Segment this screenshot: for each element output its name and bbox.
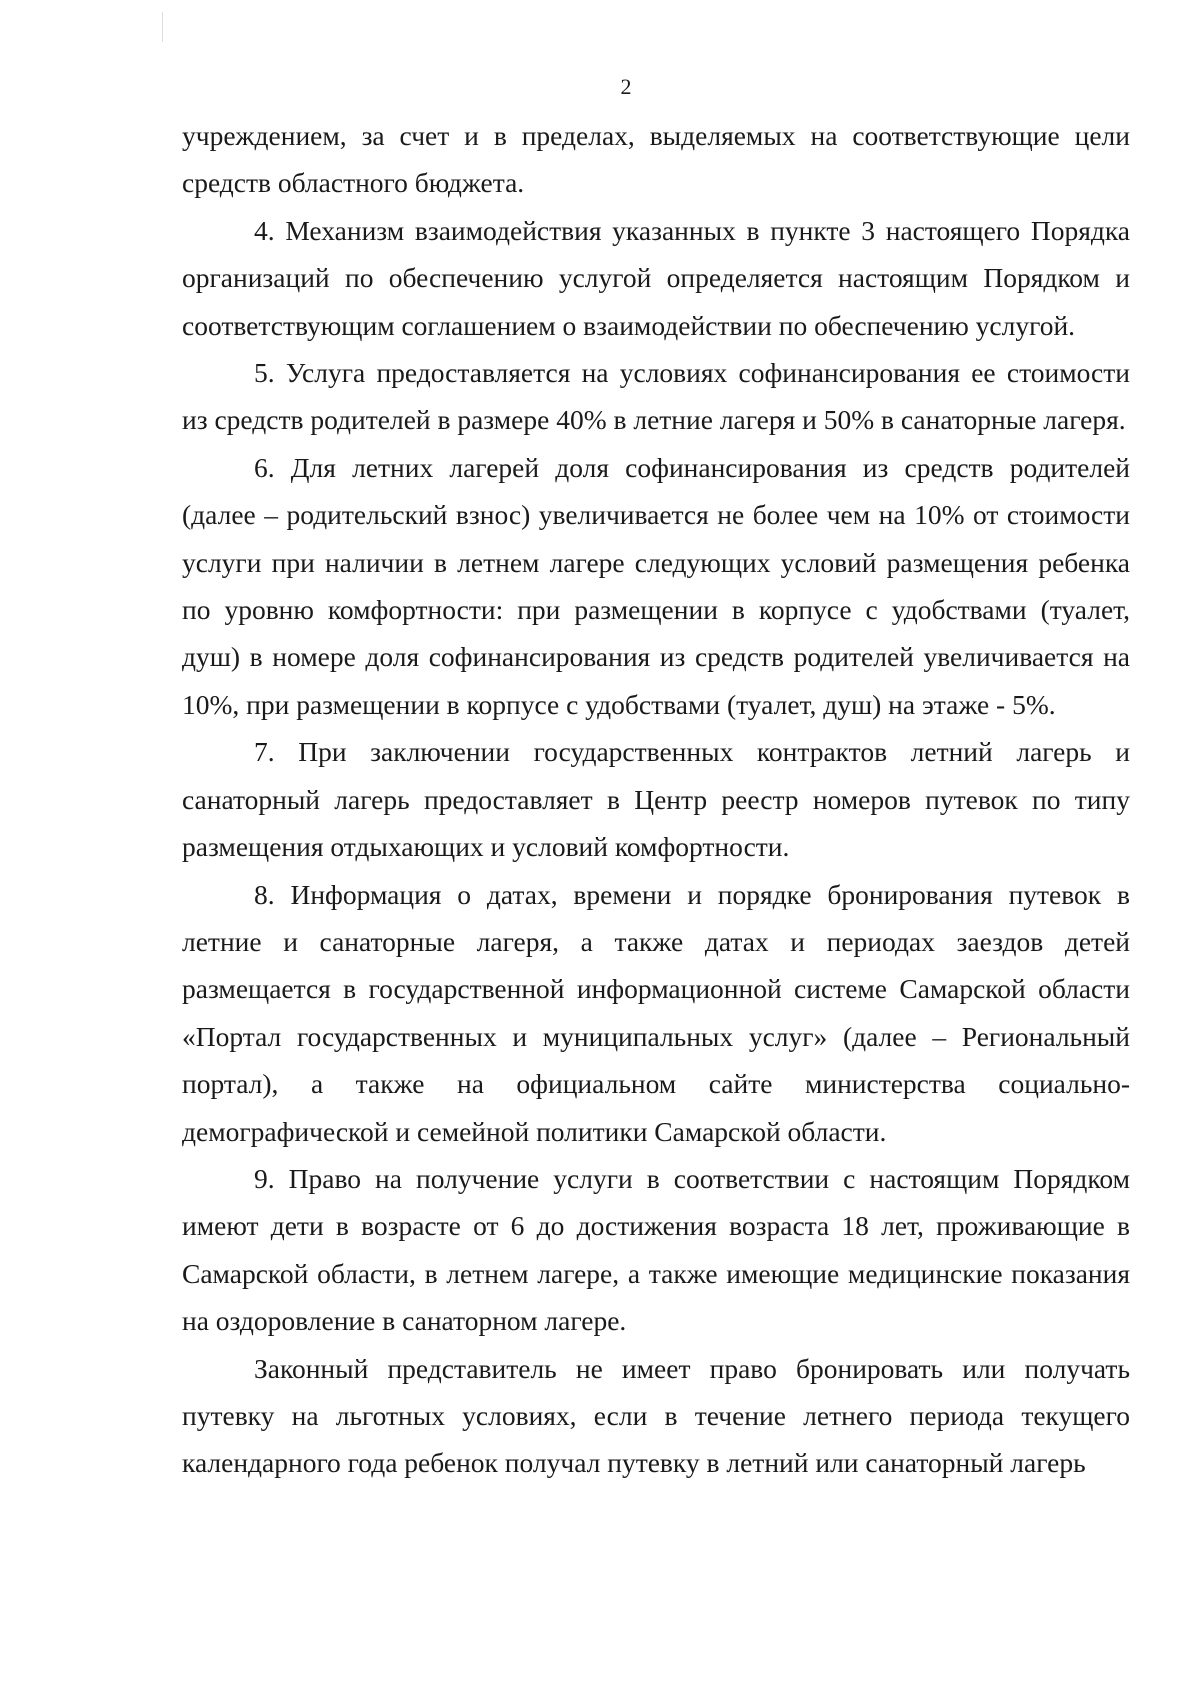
paragraph-item-8: 8. Информация о датах, времени и порядке бронирования путевок в летние и санаторные лагеря, а также датах и периодах заездов детей размещается в государственной информационной системе Самарской области «Портал государственных и муниципальных услуг» (далее – Региональный портал), а также на официальном сайте министерства социально-демографической и семейной политики Самарской области. (182, 878, 1130, 1147)
document-body (182, 112, 1130, 1487)
paragraph-item-5: 5. Услуга предоставляется на условиях софинансирования ее стоимости из средств родителей в размере 40% в летние лагеря и 50% в санаторные лагеря. (182, 357, 1130, 436)
paragraph-item-6: 6. Для летних лагерей доля софинансирования из средств родителей (далее – родительский взнос) увеличивается не более чем на 10% от стоимости услуги при наличии в летнем лагере следующих условий размещения ребенка по уровню комфортности: при размещении в корпусе с удобствами (туалет, душ) в номере доля софинансирования из средств родителей увеличивается на 10%, при размещении в корпусе с удобствами (туалет, душ) на этаже - 5%. (182, 451, 1130, 720)
paragraph-continuation: учреждением, за счет и в пределах, выделяемых на соответствующие цели средств областного бюджета. (182, 120, 1130, 199)
paragraph-item-7: 7. При заключении государственных контрактов летний лагерь и санаторный лагерь предоставляет в Центр реестр номеров путевок по типу размещения отдыхающих и условий комфортности. (182, 736, 1130, 863)
paragraph-legal-representative: Законный представитель не имеет право бронировать или получать путевку на льготных условиях, если в течение летнего периода текущего календарного года ребенок получал путевку в летний или санаторный лагерь (182, 1352, 1130, 1479)
scan-mark (162, 12, 163, 42)
page-number: 2 (620, 74, 632, 99)
paragraph-item-9: 9. Право на получение услуги в соответствии с настоящим Порядком имеют дети в возрасте от 6 до достижения возраста 18 лет, проживающие в Самарской области, в летнем лагере, а также имеющие медицинские показания на оздоровление в санаторном лагере. (182, 1162, 1130, 1337)
paragraph-item-4: 4. Механизм взаимодействия указанных в пункте 3 настоящего Порядка организаций по обеспечению услугой определяется настоящим Порядком и соответствующим соглашением о взаимодействии по обеспечению услугой. (182, 214, 1130, 341)
